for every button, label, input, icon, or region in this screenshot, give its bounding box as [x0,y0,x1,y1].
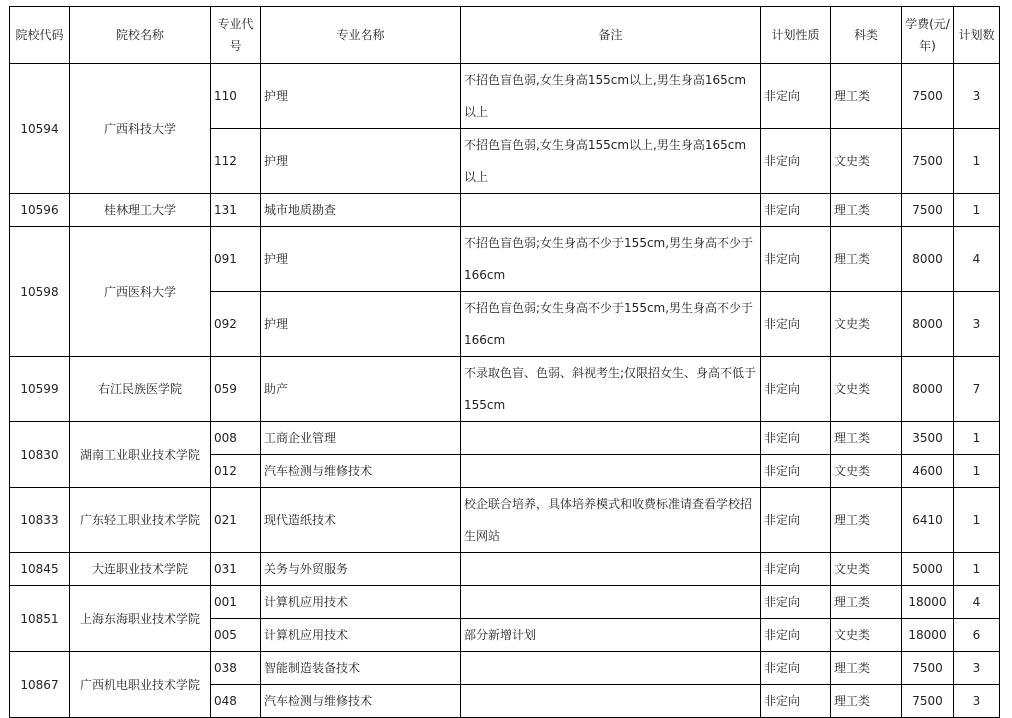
table-row [10,586,1000,619]
header-major-code: 专业代号 [211,7,261,64]
plan-type-cell: 非定向 [761,652,831,685]
category-cell: 文史类 [831,129,902,194]
header-school-code: 院校代码 [10,7,70,64]
note-cell [461,685,761,718]
note-cell [461,455,761,488]
major-code-cell: 038 [211,652,261,685]
plan-type-cell: 非定向 [761,488,831,553]
note-cell [461,422,761,455]
note-cell: 不招色盲色弱;女生身高不少于155cm,男生身高不少于166cm [461,292,761,357]
header-row [10,7,1000,64]
plan-type-cell: 非定向 [761,422,831,455]
note-cell: 不招色盲色弱;女生身高不少于155cm,男生身高不少于166cm [461,227,761,292]
major-code-cell: 112 [211,129,261,194]
major-name-cell: 护理 [261,64,461,129]
header-school-name: 院校名称 [70,7,211,64]
school-name-cell: 桂林理工大学 [70,194,211,227]
tuition-cell: 5000 [902,553,954,586]
school-code-cell: 10599 [10,357,70,422]
school-name-cell: 广东轻工职业技术学院 [70,488,211,553]
major-name-cell: 汽车检测与维修技术 [261,455,461,488]
plan-type-cell: 非定向 [761,194,831,227]
tuition-cell: 8000 [902,227,954,292]
plan-type-cell: 非定向 [761,64,831,129]
tuition-cell: 3500 [902,422,954,455]
major-name-cell: 现代造纸技术 [261,488,461,553]
tuition-cell: 7500 [902,64,954,129]
plan-type-cell: 非定向 [761,553,831,586]
major-name-cell: 计算机应用技术 [261,586,461,619]
tuition-cell: 7500 [902,652,954,685]
header-tuition: 学费(元/年) [902,7,954,64]
tuition-cell: 8000 [902,357,954,422]
quota-cell: 6 [954,619,1000,652]
tuition-cell: 7500 [902,129,954,194]
school-code-cell: 10830 [10,422,70,488]
note-cell [461,586,761,619]
table-row [10,488,1000,553]
school-code-cell: 10833 [10,488,70,553]
school-code-cell: 10851 [10,586,70,652]
tuition-cell: 6410 [902,488,954,553]
major-code-cell: 110 [211,64,261,129]
school-name-cell: 广西机电职业技术学院 [70,652,211,718]
admission-plan-table-container [9,6,1000,718]
category-cell: 文史类 [831,553,902,586]
category-cell: 理工类 [831,194,902,227]
major-code-cell: 131 [211,194,261,227]
header-note: 备注 [461,7,761,64]
major-name-cell: 护理 [261,292,461,357]
school-name-cell: 广西科技大学 [70,64,211,194]
major-name-cell: 关务与外贸服务 [261,553,461,586]
major-code-cell: 008 [211,422,261,455]
school-name-cell: 上海东海职业技术学院 [70,586,211,652]
note-cell [461,652,761,685]
table-row [10,553,1000,586]
quota-cell: 3 [954,64,1000,129]
category-cell: 理工类 [831,64,902,129]
category-cell: 理工类 [831,422,902,455]
table-row [10,227,1000,292]
major-name-cell: 护理 [261,129,461,194]
table-row [10,652,1000,685]
quota-cell: 1 [954,488,1000,553]
quota-cell: 1 [954,553,1000,586]
quota-cell: 3 [954,652,1000,685]
category-cell: 文史类 [831,619,902,652]
major-name-cell: 城市地质勘查 [261,194,461,227]
tuition-cell: 7500 [902,685,954,718]
major-code-cell: 012 [211,455,261,488]
major-code-cell: 059 [211,357,261,422]
category-cell: 文史类 [831,292,902,357]
major-code-cell: 005 [211,619,261,652]
quota-cell: 1 [954,129,1000,194]
major-code-cell: 048 [211,685,261,718]
quota-cell: 3 [954,685,1000,718]
header-quota: 计划数 [954,7,1000,64]
table-row [10,64,1000,129]
school-code-cell: 10845 [10,553,70,586]
tuition-cell: 8000 [902,292,954,357]
school-code-cell: 10596 [10,194,70,227]
table-row [10,422,1000,455]
major-name-cell: 助产 [261,357,461,422]
major-name-cell: 护理 [261,227,461,292]
major-name-cell: 计算机应用技术 [261,619,461,652]
category-cell: 理工类 [831,652,902,685]
school-name-cell: 湖南工业职业技术学院 [70,422,211,488]
note-cell: 不招色盲色弱,女生身高155cm以上,男生身高165cm以上 [461,129,761,194]
category-cell: 理工类 [831,685,902,718]
major-code-cell: 091 [211,227,261,292]
plan-type-cell: 非定向 [761,357,831,422]
tuition-cell: 4600 [902,455,954,488]
quota-cell: 4 [954,227,1000,292]
header-major-name: 专业名称 [261,7,461,64]
tuition-cell: 18000 [902,586,954,619]
header-plan-type: 计划性质 [761,7,831,64]
quota-cell: 7 [954,357,1000,422]
category-cell: 文史类 [831,455,902,488]
note-cell: 校企联合培养，具体培养模式和收费标准请查看学校招生网站 [461,488,761,553]
school-name-cell: 大连职业技术学院 [70,553,211,586]
quota-cell: 3 [954,292,1000,357]
tuition-cell: 18000 [902,619,954,652]
tuition-cell: 7500 [902,194,954,227]
quota-cell: 1 [954,422,1000,455]
note-cell: 不招色盲色弱,女生身高155cm以上,男生身高165cm以上 [461,64,761,129]
school-name-cell: 广西医科大学 [70,227,211,357]
plan-type-cell: 非定向 [761,129,831,194]
major-name-cell: 智能制造装备技术 [261,652,461,685]
major-code-cell: 021 [211,488,261,553]
category-cell: 理工类 [831,488,902,553]
note-cell [461,194,761,227]
school-code-cell: 10867 [10,652,70,718]
plan-type-cell: 非定向 [761,586,831,619]
table-row [10,194,1000,227]
category-cell: 文史类 [831,357,902,422]
plan-type-cell: 非定向 [761,685,831,718]
school-code-cell: 10594 [10,64,70,194]
school-name-cell: 右江民族医学院 [70,357,211,422]
note-cell: 部分新增计划 [461,619,761,652]
quota-cell: 1 [954,194,1000,227]
quota-cell: 1 [954,455,1000,488]
major-code-cell: 092 [211,292,261,357]
category-cell: 理工类 [831,586,902,619]
major-name-cell: 工商企业管理 [261,422,461,455]
major-code-cell: 031 [211,553,261,586]
admission-plan-table [9,6,1000,718]
note-cell: 不录取色盲、色弱、斜视考生;仅限招女生、身高不低于155cm [461,357,761,422]
major-name-cell: 汽车检测与维修技术 [261,685,461,718]
category-cell: 理工类 [831,227,902,292]
plan-type-cell: 非定向 [761,292,831,357]
major-code-cell: 001 [211,586,261,619]
table-row [10,357,1000,422]
plan-type-cell: 非定向 [761,455,831,488]
plan-type-cell: 非定向 [761,227,831,292]
plan-type-cell: 非定向 [761,619,831,652]
school-code-cell: 10598 [10,227,70,357]
quota-cell: 4 [954,586,1000,619]
header-category: 科类 [831,7,902,64]
note-cell [461,553,761,586]
